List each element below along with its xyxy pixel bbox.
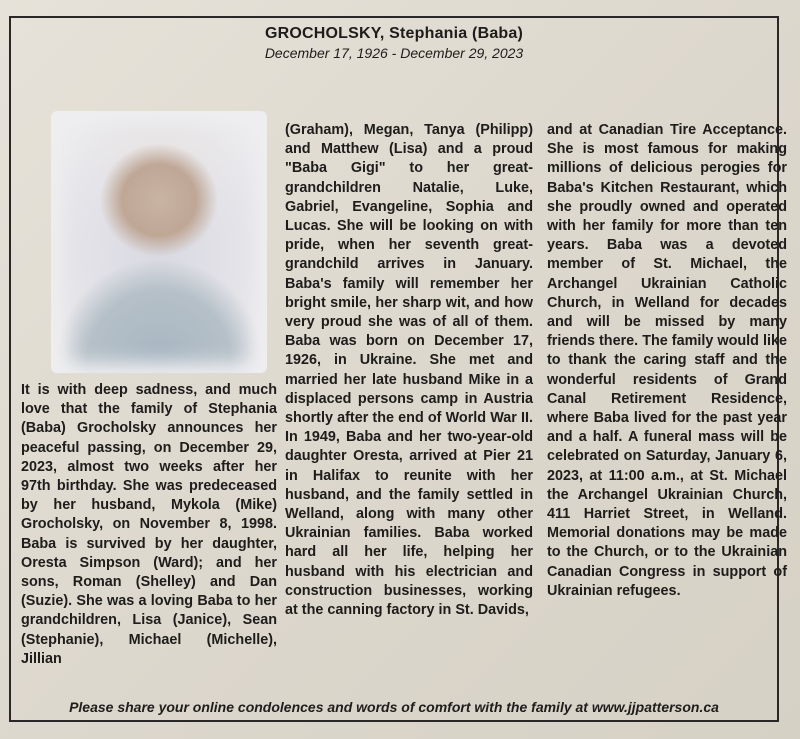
obituary-dates: December 17, 1926 - December 29, 2023 [264, 45, 524, 61]
condolences-footer: Please share your online condolences and words of comfort with the family at www.jjpatterson.ca [69, 699, 719, 715]
obituary-header [11, 24, 777, 62]
obituary-text-column-3: and at Canadian Tire Acceptance. She is most famous for making millions of delicious perogies for Baba's Kitchen Restaurant, which she proudly owned and operated with her family for more than ten years. Baba was a devoted member of St. Michael, the Archangel Ukrainian Catholic Church, in Welland for decades and will be missed by many friends there. The family would like to thank the caring staff and the wonderful residents of Grand Canal Retirement Residence, where Baba lived for the past year and a half. A funeral mass will be celebrated on Saturday, January 6, 2023, at 11:00 a.m., at St. Michael the Archangel Ukrainian Church, 411 Harriet Street, in Welland. Memorial donations may be made to the Church, or to the Ukrainian Canadian Congress in support of Ukrainian refugees. [547, 122, 787, 599]
obituary-title: GROCHOLSKY, Stephania (Baba) [264, 25, 524, 42]
obituary-box [9, 16, 787, 722]
obituary-text-column-1: It is with deep sadness, and much love that the family of Stephania (Baba) Grocholsky announces her peaceful passing, on December 29, 2023, almost two weeks after her 97th birthday. She was predeceased by her husband, Mykola (Mike) Grocholsky, on November 8, 1998. Baba is survived by her daughter, Oresta Simpson (Ward); and her sons, Roman (Shelley) and Dan (Suzie). She was a loving Baba to her grandchildren, Lisa (Janice), Sean (Stephanie), Michael (Michelle), Jillian [21, 382, 277, 667]
obituary-text-column-2: (Graham), Megan, Tanya (Philipp) and Matthew (Lisa) and a proud "Baba Gigi" to her great-grandchildren Natalie, Luke, Gabriel, Evangeline, Sophia and Lucas. She will be looking on with pride, when her seventh great-grandchild arrives in January. Baba's family will remember her bright smile, her sharp wit, and how very proud she was of all of them. Baba was born on December 17, 1926, in Ukraine. She met and married her late husband Mike in a displaced persons camp in Austria shortly after the end of World War II. In 1949, Baba and her two-year-old daughter Oresta, arrived at Pier 21 in Halifax to reunite with her husband, and the family settled in Welland, along with many other Ukrainian families. Baba worked hard all her life, helping her husband with his electrician and construction businesses, working at the canning factory in St. Davids, [285, 122, 533, 619]
portrait-photo [51, 111, 267, 373]
